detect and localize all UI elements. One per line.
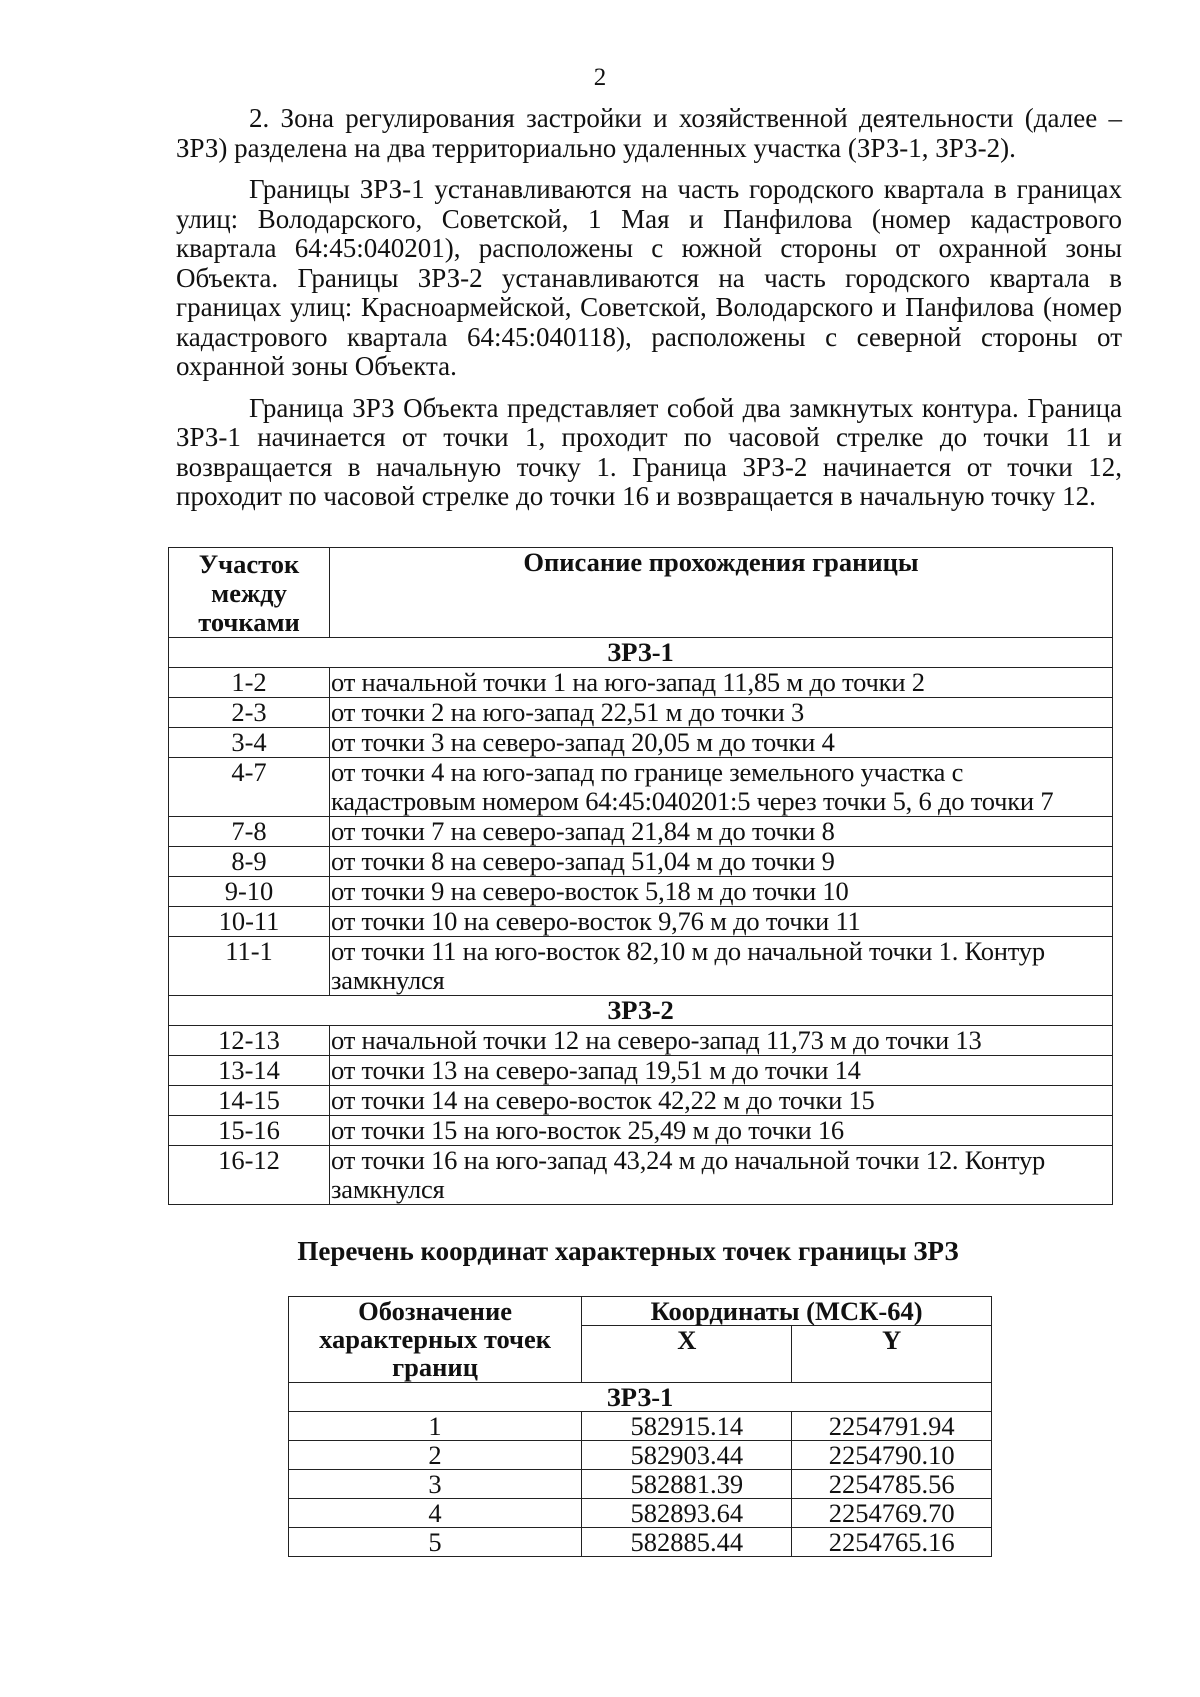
section-row [169,638,1113,668]
segment-cell: 4-7 [169,758,330,817]
segment-cell: 13-14 [169,1056,330,1086]
boundary-table-body [169,638,1113,1205]
y-cell: 2254791.94 [792,1412,992,1441]
description-cell: от точки 9 на северо-восток 5,18 м до точки 10 [330,877,1113,907]
segment-cell: 7-8 [169,817,330,847]
table-row [169,817,1113,847]
segment-cell: 14-15 [169,1086,330,1116]
description-cell: от точки 11 на юго-восток 82,10 м до начальной точки 1. Контур замкнулся [330,937,1113,996]
segment-cell: 12-13 [169,1026,330,1056]
body-text [176,104,1122,512]
segment-cell: 3-4 [169,728,330,758]
table-row [169,1116,1113,1146]
boundary-table-header [169,548,1113,638]
section-row [169,996,1113,1026]
segment-cell: 2-3 [169,698,330,728]
header-description: Описание прохождения границы [330,548,1113,638]
header-y: Y [792,1326,992,1383]
coords-table [288,1296,992,1557]
table-row [289,1412,992,1441]
description-cell: от точки 14 на северо-восток 42,22 м до точки 15 [330,1086,1113,1116]
table-row [169,937,1113,996]
x-cell: 582915.14 [582,1412,792,1441]
table-row [169,877,1113,907]
coords-title: Перечень координат характерных точек границы ЗРЗ [297,1236,959,1266]
table-row [169,907,1113,937]
table-row [169,847,1113,877]
coords-section-title: ЗРЗ-1 [289,1383,992,1412]
description-cell: от точки 10 на северо-восток 9,76 м до точки 11 [330,907,1113,937]
header-point: Обозначение характерных точек границ [289,1297,582,1383]
point-cell: 5 [289,1528,582,1557]
description-cell: от точки 7 на северо-запад 21,84 м до точки 8 [330,817,1113,847]
header-segment: Участок между точками [169,548,330,638]
table-row [169,1056,1113,1086]
table-row [169,758,1113,817]
table-row [289,1528,992,1557]
description-cell: от точки 4 на юго-запад по границе земельного участка с кадастровым номером 64:45:040201:5 через точки 5, 6 до точки 7 [330,758,1113,817]
segment-cell: 9-10 [169,877,330,907]
header-coordinates: Координаты (МСК-64) [582,1297,992,1326]
section-title: ЗРЗ-2 [169,996,1113,1026]
point-cell: 2 [289,1441,582,1470]
description-cell: от точки 15 на юго-восток 25,49 м до точки 16 [330,1116,1113,1146]
description-cell: от точки 8 на северо-запад 51,04 м до точки 9 [330,847,1113,877]
section-title: ЗРЗ-1 [169,638,1113,668]
coords-section-row [289,1383,992,1412]
table-row [289,1499,992,1528]
x-cell: 582893.64 [582,1499,792,1528]
description-cell: от начальной точки 12 на северо-запад 11,73 м до точки 13 [330,1026,1113,1056]
segment-cell: 10-11 [169,907,330,937]
segment-cell: 15-16 [169,1116,330,1146]
table-row [289,1470,992,1499]
boundary-table [168,547,1113,1205]
segment-cell: 1-2 [169,668,330,698]
coords-table-body [289,1383,992,1557]
coords-header-row-1 [289,1297,992,1326]
segment-cell: 8-9 [169,847,330,877]
point-cell: 1 [289,1412,582,1441]
table-row [169,1086,1113,1116]
page-number: 2 [593,64,607,91]
table-row [169,728,1113,758]
table-row [169,698,1113,728]
description-cell: от точки 16 на юго-запад 43,24 м до начальной точки 12. Контур замкнулся [330,1146,1113,1205]
table-row [169,1026,1113,1056]
header-x: X [582,1326,792,1383]
table-row [289,1441,992,1470]
segment-cell: 16-12 [169,1146,330,1205]
point-cell: 3 [289,1470,582,1499]
description-cell: от точки 13 на северо-запад 19,51 м до точки 14 [330,1056,1113,1086]
y-cell: 2254769.70 [792,1499,992,1528]
table-row [169,1146,1113,1205]
paragraph-3: Граница ЗРЗ Объекта представляет собой два замкнутых контура. Граница ЗРЗ-1 начинается от точки 1, проходит по часовой стрелке до точки 11 и возвращается в начальную точку 1. Граница ЗРЗ-2 начинается от точки 12, проходит по часовой стрелке до точки 16 и возвращается в начальную точку 12. [176,392,1122,511]
description-cell: от точки 3 на северо-запад 20,05 м до точки 4 [330,728,1113,758]
point-cell: 4 [289,1499,582,1528]
x-cell: 582903.44 [582,1441,792,1470]
x-cell: 582885.44 [582,1528,792,1557]
description-cell: от точки 2 на юго-запад 22,51 м до точки 3 [330,698,1113,728]
paragraph-1: 2. Зона регулирования застройки и хозяйственной деятельности (далее – ЗРЗ) разделена на два территориально удаленных участка (ЗРЗ-1, ЗРЗ-2). [176,103,1122,163]
paragraph-2: Границы ЗРЗ-1 устанавливаются на часть городского квартала в границах улиц: Володарского, Советской, 1 Мая и Панфилова (номер кадастрового квартала 64:45:040201), расположены с южной стороны от охранной зоны Объекта. Границы ЗРЗ-2 устанавливаются на часть городского квартала в границах улиц: Красноармейской, Советской, Володарского и Панфилова (номер кадастрового квартала 64:45:040118), расположены с северной стороны от охранной зоны Объекта. [176,174,1122,381]
segment-cell: 11-1 [169,937,330,996]
table-row [169,668,1113,698]
y-cell: 2254790.10 [792,1441,992,1470]
description-cell: от начальной точки 1 на юго-запад 11,85 м до точки 2 [330,668,1113,698]
y-cell: 2254765.16 [792,1528,992,1557]
y-cell: 2254785.56 [792,1470,992,1499]
x-cell: 582881.39 [582,1470,792,1499]
